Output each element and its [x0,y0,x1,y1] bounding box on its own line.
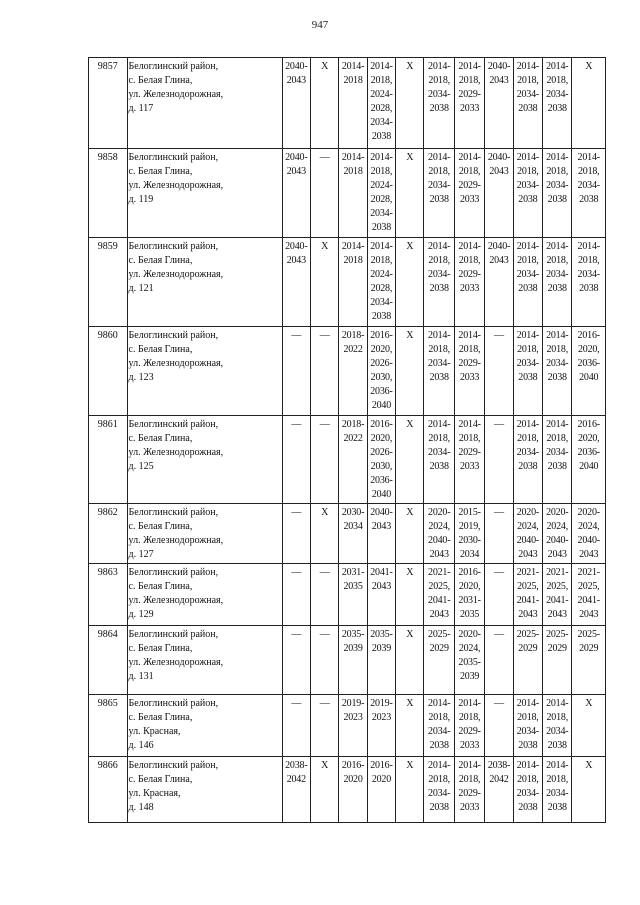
period-cell: 2025- 2029 [572,626,606,695]
period-cell: Х [396,238,424,327]
period-cell: 2014- 2018, 2034- 2038 [543,149,572,238]
period-cell: 2014- 2018, 2034- 2038 [513,58,542,149]
period-cell: Х [396,327,424,416]
period-cell: — [485,626,513,695]
period-cell: — [310,149,338,238]
period-cell: 2014- 2018, 2034- 2038 [543,58,572,149]
period-cell: 2014- 2018, 2029- 2033 [454,58,484,149]
housing-repair-schedule-table [88,57,606,823]
period-cell: Х [572,58,606,149]
period-cell: — [310,327,338,416]
period-cell: 2014- 2018, 2024- 2028, 2034- 2038 [367,149,395,238]
period-cell: 2016- 2020, 2036- 2040 [572,416,606,504]
period-cell: 2041- 2043 [367,564,395,626]
period-cell: 2014- 2018, 2029- 2033 [454,327,484,416]
period-cell: 2014- 2018, 2034- 2038 [513,149,542,238]
period-cell: 2038- 2042 [485,757,513,823]
row-number: 9858 [89,149,128,238]
address-cell: Белоглинский район, с. Белая Глина, ул. Железнодорожная, д. 127 [127,504,282,564]
period-cell: 2040- 2043 [485,149,513,238]
period-cell: 2014- 2018, 2029- 2033 [454,149,484,238]
row-number: 9863 [89,564,128,626]
row-number: 9864 [89,626,128,695]
period-cell: — [282,626,310,695]
page-number: 947 [311,19,329,31]
period-cell: 2014- 2018, 2034- 2038 [424,327,454,416]
period-cell: 2018- 2022 [339,327,367,416]
period-cell: — [282,327,310,416]
period-cell: Х [310,504,338,564]
period-cell: 2014- 2018, 2034- 2038 [543,416,572,504]
period-cell: 2014- 2018, 2024- 2028, 2034- 2038 [367,58,395,149]
period-cell: 2014- 2018, 2029- 2033 [454,695,484,757]
period-cell: 2025- 2029 [513,626,542,695]
period-cell: 2014- 2018, 2034- 2038 [513,327,542,416]
period-cell: 2019- 2023 [339,695,367,757]
table-row [89,327,606,416]
period-cell: 2014- 2018, 2034- 2038 [572,149,606,238]
period-cell: Х [396,504,424,564]
period-cell: Х [310,757,338,823]
period-cell: — [282,504,310,564]
period-cell: Х [310,58,338,149]
table-row [89,757,606,823]
period-cell: 2021- 2025, 2041- 2043 [424,564,454,626]
period-cell: 2019- 2023 [367,695,395,757]
row-number: 9859 [89,238,128,327]
address-cell: Белоглинский район, с. Белая Глина, ул. Железнодорожная, д. 125 [127,416,282,504]
period-cell: — [282,695,310,757]
period-cell: — [485,695,513,757]
row-number: 9860 [89,327,128,416]
period-cell: 2014- 2018, 2034- 2038 [424,695,454,757]
table-row [89,58,606,149]
row-number: 9865 [89,695,128,757]
address-cell: Белоглинский район, с. Белая Глина, ул. Железнодорожная, д. 123 [127,327,282,416]
period-cell: 2014- 2018, 2034- 2038 [513,416,542,504]
period-cell: 2014- 2018, 2034- 2038 [543,238,572,327]
period-cell: 2018- 2022 [339,416,367,504]
period-cell: — [310,416,338,504]
period-cell: 2040- 2043 [485,58,513,149]
period-cell: 2016- 2020, 2031- 2035 [454,564,484,626]
period-cell: 2040- 2043 [282,238,310,327]
period-cell: Х [396,757,424,823]
period-cell: 2014- 2018, 2034- 2038 [424,58,454,149]
period-cell: — [485,416,513,504]
period-cell: 2014- 2018, 2029- 2033 [454,757,484,823]
period-cell: 2014- 2018, 2034- 2038 [513,238,542,327]
period-cell: 2014- 2018, 2034- 2038 [424,757,454,823]
row-number: 9866 [89,757,128,823]
period-cell: 2020- 2024, 2040- 2043 [543,504,572,564]
period-cell: — [310,695,338,757]
period-cell: 2016- 2020 [367,757,395,823]
period-cell: 2035- 2039 [367,626,395,695]
period-cell: Х [310,238,338,327]
period-cell: — [282,564,310,626]
period-cell: 2025- 2029 [424,626,454,695]
period-cell: 2014- 2018 [339,149,367,238]
period-cell: 2020- 2024, 2035- 2039 [454,626,484,695]
table-row [89,695,606,757]
period-cell: 2014- 2018, 2029- 2033 [454,416,484,504]
period-cell: 2014- 2018, 2034- 2038 [424,238,454,327]
period-cell: 2014- 2018 [339,58,367,149]
period-cell: 2040- 2043 [282,58,310,149]
period-cell: — [485,504,513,564]
period-cell: 2015- 2019, 2030- 2034 [454,504,484,564]
address-cell: Белоглинский район, с. Белая Глина, ул. Красная, д. 148 [127,757,282,823]
address-cell: Белоглинский район, с. Белая Глина, ул. Красная, д. 146 [127,695,282,757]
period-cell: 2021- 2025, 2041- 2043 [513,564,542,626]
period-cell: Х [396,58,424,149]
period-cell: — [485,564,513,626]
period-cell: Х [396,564,424,626]
table-body [89,58,606,823]
period-cell: 2031- 2035 [339,564,367,626]
address-cell: Белоглинский район, с. Белая Глина, ул. Железнодорожная, д. 129 [127,564,282,626]
address-cell: Белоглинский район, с. Белая Глина, ул. Железнодорожная, д. 131 [127,626,282,695]
period-cell: Х [396,695,424,757]
period-cell: 2014- 2018, 2034- 2038 [513,757,542,823]
period-cell: 2020- 2024, 2040- 2043 [513,504,542,564]
address-cell: Белоглинский район, с. Белая Глина, ул. Железнодорожная, д. 121 [127,238,282,327]
period-cell: 2040- 2043 [485,238,513,327]
table-row [89,416,606,504]
period-cell: 2014- 2018 [339,238,367,327]
period-cell: 2014- 2018, 2034- 2038 [572,238,606,327]
period-cell: 2016- 2020 [339,757,367,823]
period-cell: Х [396,626,424,695]
period-cell: Х [396,149,424,238]
period-cell: 2014- 2018, 2034- 2038 [543,327,572,416]
period-cell: 2020- 2024, 2040- 2043 [424,504,454,564]
period-cell: 2014- 2018, 2034- 2038 [543,695,572,757]
period-cell: 2025- 2029 [543,626,572,695]
period-cell: 2014- 2018, 2034- 2038 [424,416,454,504]
period-cell: 2016- 2020, 2036- 2040 [572,327,606,416]
period-cell: 2030- 2034 [339,504,367,564]
address-cell: Белоглинский район, с. Белая Глина, ул. Железнодорожная, д. 117 [127,58,282,149]
table-row [89,504,606,564]
period-cell: 2016- 2020, 2026- 2030, 2036- 2040 [367,416,395,504]
period-cell: 2038- 2042 [282,757,310,823]
row-number: 9861 [89,416,128,504]
period-cell: 2040- 2043 [282,149,310,238]
period-cell: 2016- 2020, 2026- 2030, 2036- 2040 [367,327,395,416]
period-cell: Х [572,757,606,823]
period-cell: — [310,626,338,695]
address-cell: Белоглинский район, с. Белая Глина, ул. Железнодорожная, д. 119 [127,149,282,238]
period-cell: — [282,416,310,504]
table-row [89,564,606,626]
period-cell: 2020- 2024, 2040- 2043 [572,504,606,564]
period-cell: Х [396,416,424,504]
period-cell: 2014- 2018, 2034- 2038 [543,757,572,823]
row-number: 9857 [89,58,128,149]
period-cell: — [485,327,513,416]
table-row [89,238,606,327]
table-row [89,626,606,695]
period-cell: 2040- 2043 [367,504,395,564]
period-cell: — [310,564,338,626]
period-cell: 2014- 2018, 2029- 2033 [454,238,484,327]
period-cell: Х [572,695,606,757]
period-cell: 2021- 2025, 2041- 2043 [543,564,572,626]
period-cell: 2035- 2039 [339,626,367,695]
period-cell: 2014- 2018, 2034- 2038 [424,149,454,238]
period-cell: 2014- 2018, 2024- 2028, 2034- 2038 [367,238,395,327]
row-number: 9862 [89,504,128,564]
period-cell: 2014- 2018, 2034- 2038 [513,695,542,757]
table-row [89,149,606,238]
period-cell: 2021- 2025, 2041- 2043 [572,564,606,626]
